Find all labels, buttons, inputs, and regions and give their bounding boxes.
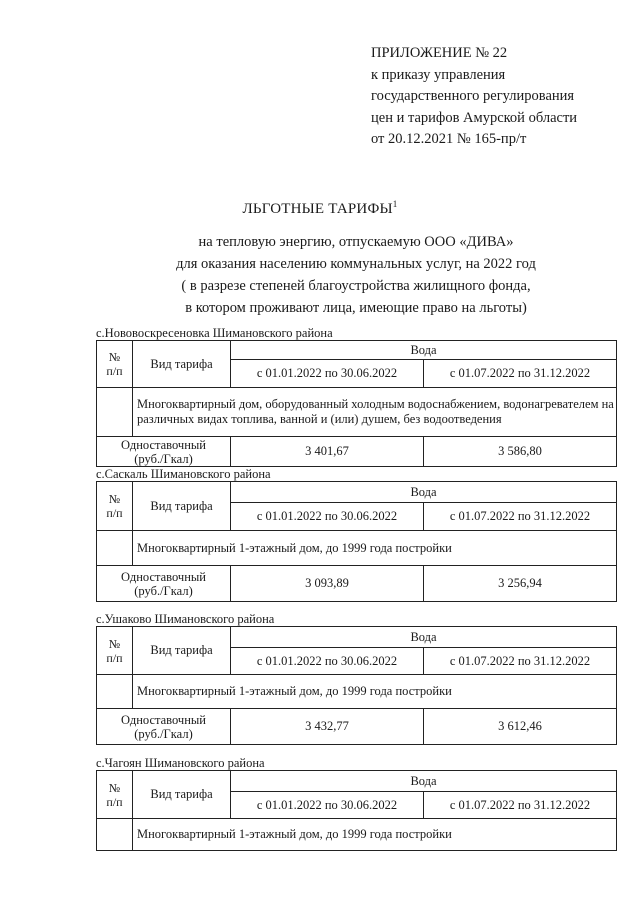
header-period-2: с 01.07.2022 по 31.12.2022 (424, 503, 617, 531)
header-number-line: № (108, 492, 121, 506)
rate-label-line: (руб./Гкал) (134, 451, 193, 466)
tariff-table (96, 770, 617, 851)
housing-description: Многоквартирный дом, оборудованный холодным водоснабжением, водонагревателем на различных видах топлива, ванной и (или) душем, без водоотведения (133, 388, 617, 437)
tariff-value-period-1: 3 093,89 (231, 566, 424, 602)
location-label: с.Ушаково Шимановского района (96, 612, 275, 626)
subtitle-line: на тепловую энергию, отпускаемую ООО «ДИВА» (198, 234, 514, 250)
empty-cell (97, 675, 133, 709)
header-water: Вода (231, 482, 617, 503)
location-label: с.Нововоскресеновка Шимановского района (96, 326, 333, 340)
header-water: Вода (231, 341, 617, 360)
header-number (97, 482, 133, 531)
rate-label-line: Одноставочный (121, 569, 206, 584)
header-period-2: с 01.07.2022 по 31.12.2022 (424, 792, 617, 819)
title-footnote-mark: 1 (392, 199, 398, 209)
tariff-section-1 (96, 326, 616, 467)
subtitle-line: ( в разрезе степеней благоустройства жилищного фонда, (181, 278, 531, 294)
tariff-value-period-2: 3 256,94 (424, 566, 617, 602)
header-water: Вода (231, 627, 617, 648)
header-number (97, 771, 133, 819)
rate-label-line: (руб./Гкал) (134, 583, 193, 598)
header-number-line: п/п (106, 506, 123, 520)
tariff-table (96, 340, 617, 467)
rate-label (97, 709, 231, 745)
appendix-line: от 20.12.2021 № 165-пр/т (371, 131, 527, 147)
tariff-value-period-1: 3 401,67 (231, 437, 424, 467)
tariff-value-period-1: 3 432,77 (231, 709, 424, 745)
appendix-block (371, 43, 631, 151)
header-period-2: с 01.07.2022 по 31.12.2022 (424, 648, 617, 675)
tariff-section-4 (96, 756, 616, 851)
housing-description: Многоквартирный 1-этажный дом, до 1999 года постройки (133, 675, 617, 709)
tariff-value-period-2: 3 586,80 (424, 437, 617, 467)
header-tariff-type: Вид тарифа (133, 482, 231, 531)
header-period-1: с 01.01.2022 по 30.06.2022 (231, 503, 424, 531)
empty-cell (97, 531, 133, 566)
tariff-section-3 (96, 612, 616, 745)
housing-description: Многоквартирный 1-этажный дом, до 1999 года постройки (133, 819, 617, 851)
housing-description: Многоквартирный 1-этажный дом, до 1999 года постройки (133, 531, 617, 566)
location-label: с.Саскаль Шимановского района (96, 467, 271, 481)
rate-label-line: Одноставочный (121, 437, 206, 452)
header-tariff-type: Вид тарифа (133, 771, 231, 819)
tariff-table (96, 481, 617, 602)
header-number-line: п/п (106, 364, 123, 378)
empty-cell (97, 388, 133, 437)
location-label: с.Чагоян Шимановского района (96, 756, 265, 770)
header-number-line: п/п (106, 794, 123, 809)
subtitle-line: для оказания населению коммунальных услуг, на 2022 год (176, 256, 536, 272)
rate-label-line: (руб./Гкал) (134, 726, 193, 741)
empty-cell (97, 819, 133, 851)
header-tariff-type: Вид тарифа (133, 627, 231, 675)
appendix-line: к приказу управления (371, 66, 506, 83)
header-number-line: № (108, 350, 121, 364)
rate-label-line: Одноставочный (121, 712, 206, 727)
header-period-2: с 01.07.2022 по 31.12.2022 (424, 360, 617, 388)
appendix-line: государственного регулирования (371, 88, 575, 104)
subtitle-line: в котором проживают лица, имеющие право на льготы) (185, 300, 527, 316)
header-number-line: № (108, 636, 121, 651)
document-title (0, 199, 640, 218)
header-tariff-type: Вид тарифа (133, 341, 231, 388)
header-number (97, 627, 133, 675)
header-number-line: п/п (106, 650, 123, 665)
document-subtitle (0, 231, 640, 319)
appendix-line: ПРИЛОЖЕНИЕ № 22 (371, 45, 508, 61)
title-text: ЛЬГОТНЫЕ ТАРИФЫ (242, 201, 393, 217)
header-period-1: с 01.01.2022 по 30.06.2022 (231, 792, 424, 819)
header-water: Вода (231, 771, 617, 792)
header-period-1: с 01.01.2022 по 30.06.2022 (231, 360, 424, 388)
tariff-table (96, 626, 617, 745)
tariff-value-period-2: 3 612,46 (424, 709, 617, 745)
header-number-line: № (108, 780, 121, 795)
rate-label (97, 437, 231, 467)
tariff-section-2 (96, 467, 616, 602)
rate-label (97, 566, 231, 602)
header-period-1: с 01.01.2022 по 30.06.2022 (231, 648, 424, 675)
appendix-line: цен и тарифов Амурской области (371, 109, 578, 126)
header-number (97, 341, 133, 388)
